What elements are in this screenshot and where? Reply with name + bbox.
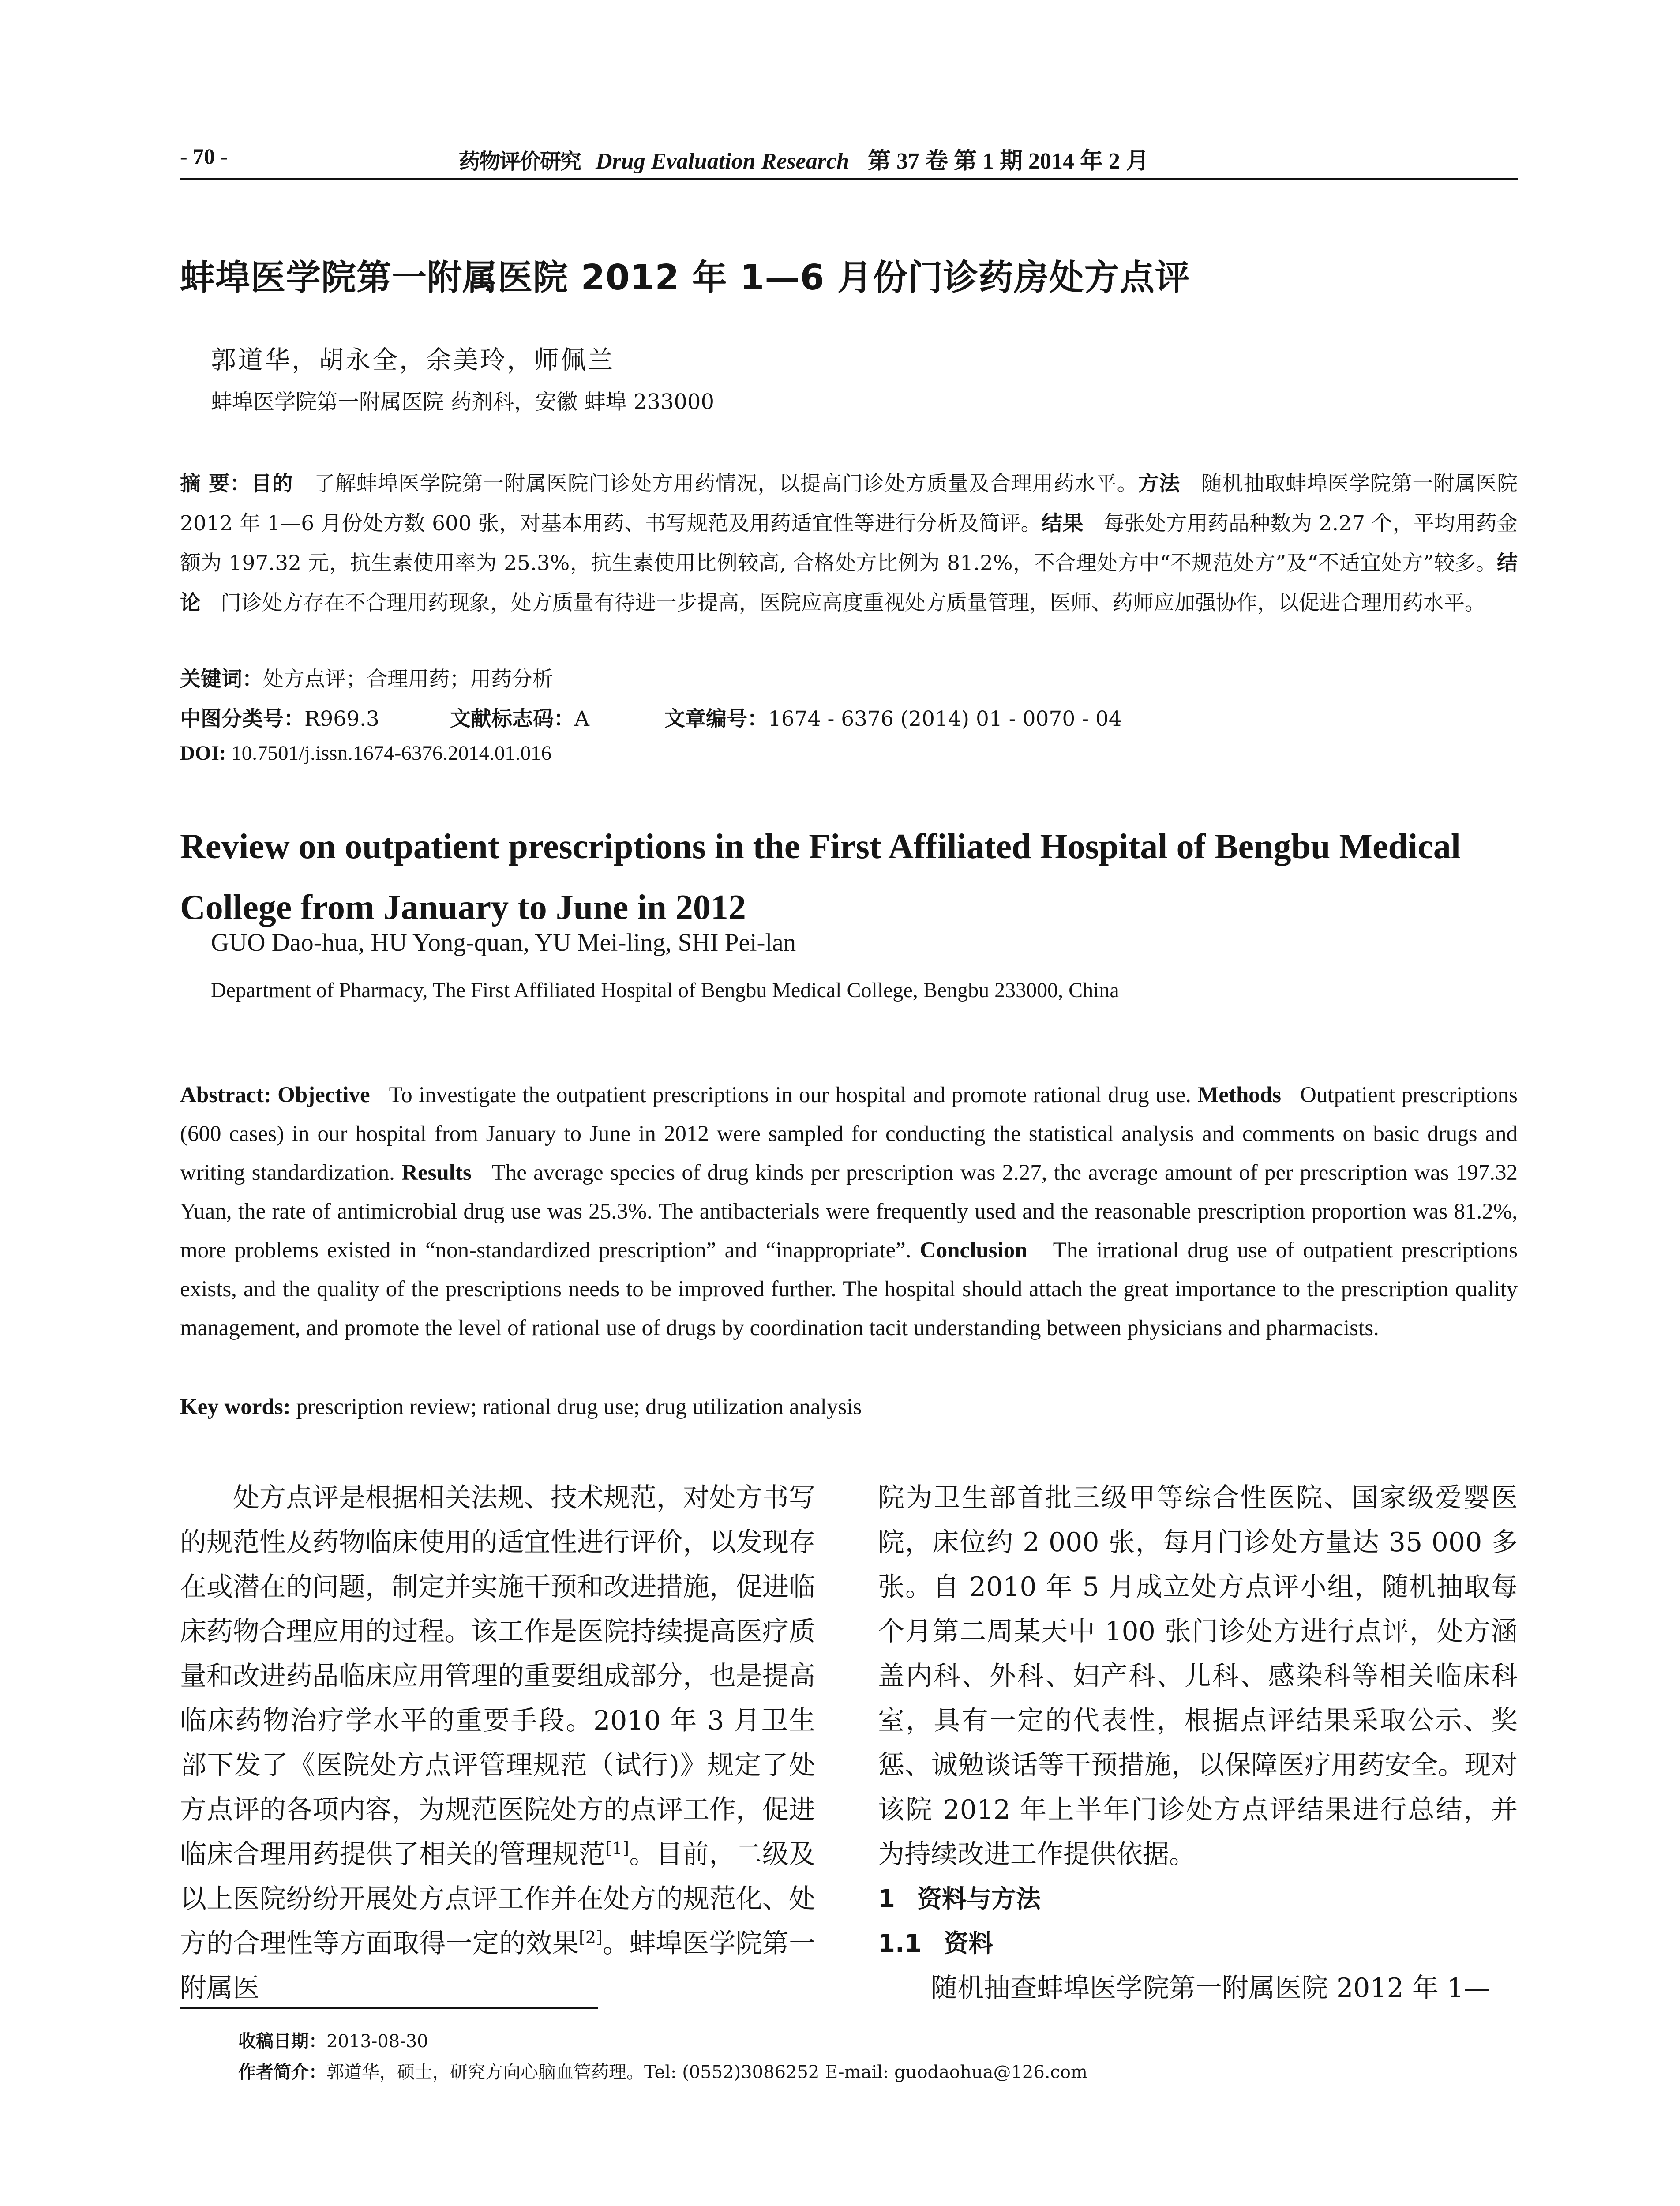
page-number: - 70 - (180, 144, 228, 169)
en-objective-label: Objective (278, 1083, 370, 1107)
en-affiliation: Department of Pharmacy, The First Affiliated Hospital of Bengbu Medical College, Bengbu 233000, China (211, 979, 1119, 1002)
cn-methods-label: 方法 (1138, 472, 1181, 496)
en-abstract (180, 1076, 1518, 1347)
en-authors: GUO Dao-hua, HU Yong-quan, YU Mei-ling, SHI Pei-lan (211, 929, 796, 957)
materials-paragraph: 随机抽查蚌埠医学院第一附属医院 2012 年 1— (931, 1973, 1491, 2003)
journal-name: Drug Evaluation Research (596, 149, 849, 174)
cn-keywords-text: 处方点评；合理用药；用药分析 (263, 667, 553, 691)
en-title: Review on outpatient prescriptions in the First Affiliated Hospital of Bengbu Medical College from January to June in 2012 (180, 827, 1461, 927)
body-left-column (180, 1476, 815, 2011)
received-date: 2013-08-30 (326, 2031, 428, 2052)
intro-text-2: 。目前，二级及以上医院纷纷开展处方点评工作并在处方的规范化、处方的合理性等方面取得一定的效果 (180, 1839, 816, 1959)
body-right-column (878, 1476, 1518, 2011)
citation-1[interactable]: [1] (605, 1838, 630, 1858)
en-methods: Outpatient prescriptions (600 cases) in our hospital from January to June in 2012 were sampled for conducting the statistical analysis and comments on basic drugs and writing standardization. (180, 1083, 1518, 1185)
footnote-received (238, 2027, 428, 2052)
clc-value: R969.3 (304, 707, 379, 731)
journal-logo: 药物评价研究 (459, 149, 581, 174)
cn-conclusion-label: 结论 (180, 551, 1518, 615)
doi-label: DOI: (180, 742, 226, 765)
author-bio: 郭道华，硕士，研究方向心脑血管药理。Tel: (0552)3086252 E-mail: guodaohua@126.com (326, 2062, 1088, 2082)
cn-classification (180, 702, 1122, 732)
running-header (459, 142, 1149, 175)
header-rule (180, 178, 1518, 180)
intro-text-1: 处方点评是根据相关法规、技术规范，对处方书写的规范性及药物临床使用的适宜性进行评价，以发现存在或潜在的问题，制定并实施干预和改进措施，促进临床药物合理应用的过程。该工作是医院持续提高医疗质量和改进药品临床应用管理的重要组成部分，也是提高临床药物治疗学水平的重要手段。2010 年 3 月卫生部下发了《医院处方点评管理规范（试行)》规定了处方点评的各项内容，为规范医院处方的点评工作，促进临床合理用药提供了相关的管理规范 (180, 1482, 815, 1870)
cn-authors: 郭道华，胡永全，余美玲，师佩兰 (211, 345, 615, 375)
intro-continued: 院为卫生部首批三级甲等综合性医院、国家级爱婴医院，床位约 2 000 张，每月门诊处方量达 35 000 多张。自 2010 年 5 月成立处方点评小组，随机抽取每个月第二周某天中 100 张门诊处方进行点评，处方涵盖内科、外科、妇产科、儿科、感染科等相关临床科室，具有一定的代表性，根据点评结果采取公示、奖惩、诚勉谈话等干预措施，以保障医疗用药安全。现对该院 2012 年上半年门诊处方点评结果进行总结，并为持续改进工作提供依据。 (878, 1482, 1518, 1870)
footnote-rule (180, 2007, 598, 2009)
clc-label: 中图分类号： (180, 707, 304, 731)
doi-link[interactable]: 10.7501/j.issn.1674-6376.2014.01.016 (231, 742, 552, 765)
section-1-1-heading (878, 1921, 1518, 1966)
cn-results: 每张处方用药品种数为 2.27 个，平均用药金额为 197.32 元，抗生素使用率为 25.3%，抗生素使用比例较高, 合格处方比例为 81.2%，不合理处方中“不规范处方”及“不适宜处方”较多。 (180, 511, 1518, 575)
article-no-value: 1674 - 6376 (2014) 01 - 0070 - 04 (768, 707, 1122, 731)
cn-objective: 了解蚌埠医学院第一附属医院门诊处方用药情况，以提高门诊处方质量及合理用药水平。 (314, 472, 1138, 496)
section-1-number: 1 (878, 1885, 895, 1913)
en-results-label: Results (401, 1160, 472, 1185)
cn-results-label: 结果 (1041, 511, 1084, 536)
author-bio-label: 作者简介： (238, 2062, 326, 2082)
cn-title: 蚌埠医学院第一附属医院 2012 年 1—6 月份门诊药房处方点评 (180, 257, 1190, 298)
cn-abstract-label: 摘 要： (180, 472, 251, 496)
footnote-author (238, 2058, 1088, 2083)
section-1-1-number: 1.1 (878, 1929, 922, 1958)
article-no-label: 文章编号： (664, 707, 768, 731)
en-methods-label: Methods (1197, 1083, 1282, 1107)
cn-keywords (180, 663, 553, 692)
issue-info: 第 37 卷 第 1 期 2014 年 2 月 (868, 149, 1149, 174)
intro-text-3: 。蚌埠医学院第一附属医 (180, 1928, 816, 2003)
en-abstract-label: Abstract: (180, 1083, 271, 1107)
doi (180, 741, 551, 765)
section-1-heading (878, 1877, 1518, 1921)
en-results: The average species of drug kinds per prescription was 2.27, the average amount of per prescription was 197.32 Yuan, the rate of antimicrobial drug use was 25.3%. The antibacterials were frequently used and the reasonable prescription proportion was 81.2%, more problems existed in “non-standardized prescription” and “inappropriate”. (180, 1160, 1518, 1263)
doc-code-label: 文献标志码： (450, 707, 574, 731)
en-keywords-text: prescription review; rational drug use; drug utilization analysis (296, 1395, 862, 1419)
cn-objective-label: 目的 (251, 472, 293, 496)
cn-affiliation: 蚌埠医学院第一附属医院 药剂科，安徽 蚌埠 233000 (211, 390, 715, 414)
en-conclusion: The irrational drug use of outpatient prescriptions exists, and the quality of the prescriptions needs to be improved further. The hospital should attach the great importance to the prescription quality management, and promote the level of rational use of drugs by coordination tacit understanding between physicians and pharmacists. (180, 1238, 1518, 1340)
citation-2[interactable]: [2] (579, 1928, 603, 1947)
cn-methods: 随机抽取蚌埠医学院第一附属医院 2012 年 1—6 月份处方数 600 张，对基本用药、书写规范及用药适宜性等进行分析及简评。 (180, 472, 1518, 536)
en-objective: To investigate the outpatient prescriptions in our hospital and promote rational drug use. (389, 1083, 1191, 1107)
en-keywords (180, 1394, 862, 1420)
en-conclusion-label: Conclusion (919, 1238, 1028, 1263)
received-label: 收稿日期： (238, 2031, 326, 2052)
section-1-1-title: 资料 (944, 1929, 994, 1958)
section-1-title: 资料与方法 (917, 1885, 1041, 1913)
doc-code-value: A (574, 707, 589, 731)
cn-conclusion: 门诊处方存在不合理用药现象，处方质量有待进一步提高，医院应高度重视处方质量管理，医师、药师应加强协作，以促进合理用药水平。 (220, 591, 1485, 615)
cn-abstract (180, 464, 1518, 623)
en-keywords-label: Key words: (180, 1395, 291, 1419)
cn-keywords-label: 关键词： (180, 667, 263, 691)
intro-paragraph (180, 1476, 815, 2011)
